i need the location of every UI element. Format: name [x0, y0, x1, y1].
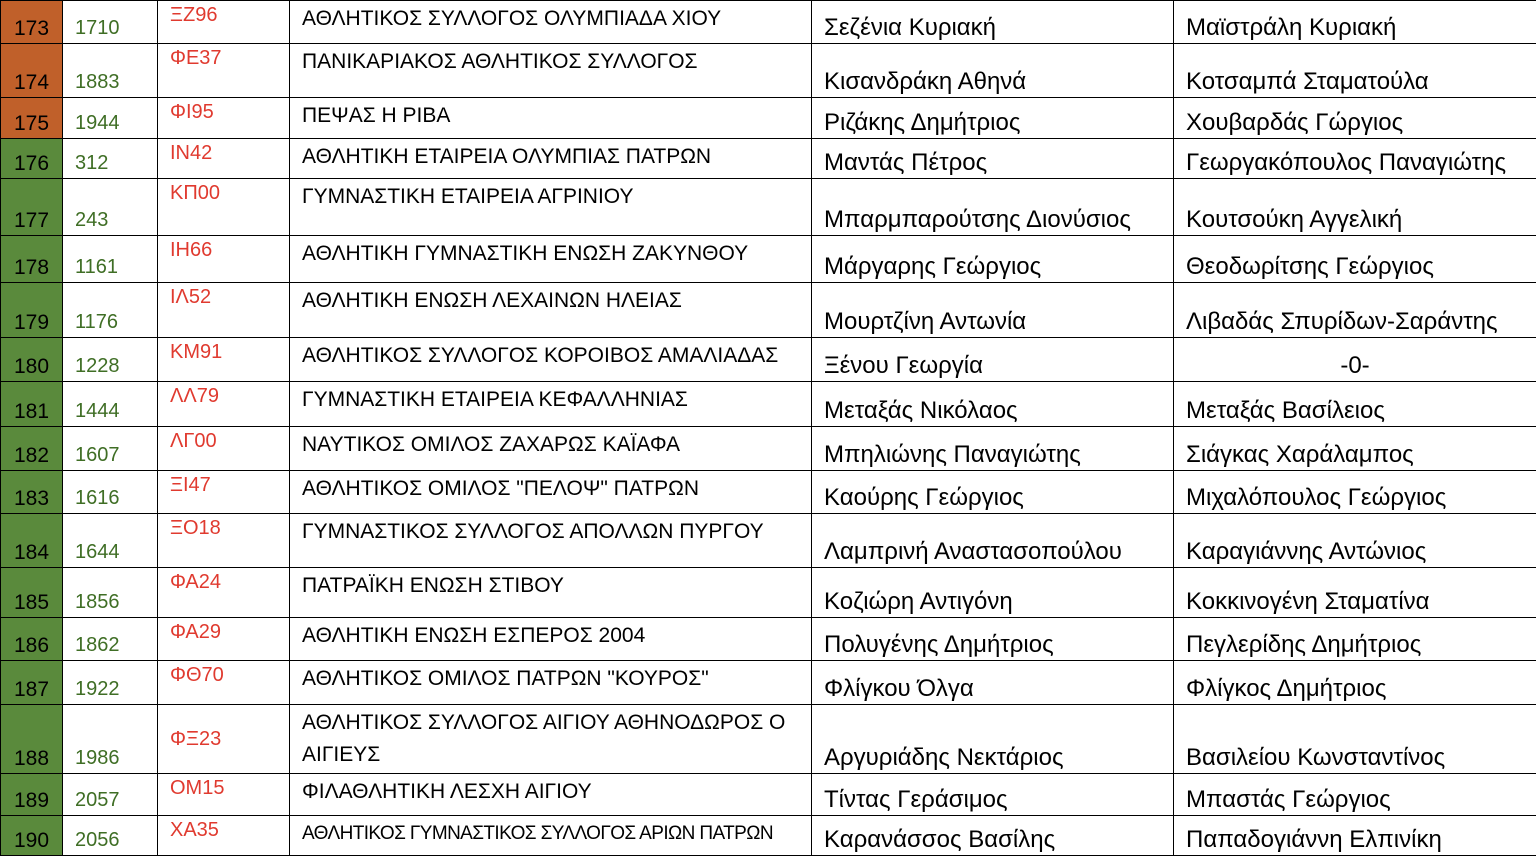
club-name: ΑΘΛΗΤΙΚΟΣ ΣΥΛΛΟΓΟΣ ΑΙΓΙΟΥ ΑΘΗΝΟΔΩΡΟΣ Ο ΑΙΓΙΕΥΣ	[290, 705, 812, 774]
table-row	[1, 816, 1536, 856]
club-code: 1616	[63, 471, 158, 514]
registry-code: ΞΖ96	[158, 1, 290, 44]
club-code: 1444	[63, 382, 158, 427]
primary-person: Μπηλιώνης Παναγιώτης	[812, 427, 1174, 471]
club-code: 1922	[63, 661, 158, 705]
club-code: 1607	[63, 427, 158, 471]
table-row	[1, 44, 1536, 98]
row-number: 187	[1, 661, 63, 705]
table-row	[1, 139, 1536, 179]
club-name: ΠΑΤΡΑΪΚΗ ΕΝΩΣΗ ΣΤΙΒΟΥ	[290, 568, 812, 618]
registry-code: ΙΗ66	[158, 236, 290, 283]
registry-code: ΦΑ24	[158, 568, 290, 618]
registry-code: ΧΑ35	[158, 816, 290, 856]
club-code: 1883	[63, 44, 158, 98]
secondary-person: Μεταξάς Βασίλειος	[1174, 382, 1536, 427]
club-code: 1176	[63, 283, 158, 338]
registry-code: ΦΙ95	[158, 98, 290, 139]
table-row	[1, 1, 1536, 44]
primary-person: Φλίγκου Όλγα	[812, 661, 1174, 705]
primary-person: Μεταξάς Νικόλαος	[812, 382, 1174, 427]
row-number: 173	[1, 1, 63, 44]
registry-code: ΟΜ15	[158, 774, 290, 816]
row-number: 177	[1, 179, 63, 236]
primary-person: Μαντάς Πέτρος	[812, 139, 1174, 179]
club-name: ΓΥΜΝΑΣΤΙΚΗ ΕΤΑΙΡΕΙΑ ΚΕΦΑΛΛΗΝΙΑΣ	[290, 382, 812, 427]
table-row	[1, 98, 1536, 139]
club-name: ΠΕΨΑΣ Η ΡΙΒΑ	[290, 98, 812, 139]
row-number: 183	[1, 471, 63, 514]
table-row	[1, 471, 1536, 514]
row-number: 176	[1, 139, 63, 179]
primary-person: Ριζάκης Δημήτριος	[812, 98, 1174, 139]
registry-code: ΙΝ42	[158, 139, 290, 179]
club-code: 1944	[63, 98, 158, 139]
secondary-person: Φλίγκος Δημήτριος	[1174, 661, 1536, 705]
club-code: 1862	[63, 618, 158, 661]
row-number: 184	[1, 514, 63, 568]
primary-person: Πολυγένης Δημήτριος	[812, 618, 1174, 661]
registry-code: ΙΛ52	[158, 283, 290, 338]
table-row	[1, 382, 1536, 427]
secondary-person: Λιβαδάς Σπυρίδων-Σαράντης	[1174, 283, 1536, 338]
club-code: 243	[63, 179, 158, 236]
table-row	[1, 618, 1536, 661]
registry-code: ΛΓ00	[158, 427, 290, 471]
club-name: ΓΥΜΝΑΣΤΙΚΗ ΕΤΑΙΡΕΙΑ ΑΓΡΙΝΙΟΥ	[290, 179, 812, 236]
secondary-person: Πεγλερίδης Δημήτριος	[1174, 618, 1536, 661]
club-name: ΝΑΥΤΙΚΟΣ ΟΜΙΛΟΣ ΖΑΧΑΡΩΣ ΚΑΪΑΦΑ	[290, 427, 812, 471]
primary-person: Αργυριάδης Νεκτάριος	[812, 705, 1174, 774]
primary-person: Μάργαρης Γεώργιος	[812, 236, 1174, 283]
table-row	[1, 661, 1536, 705]
club-name: ΑΘΛΗΤΙΚΗ ΕΝΩΣΗ ΛΕΧΑΙΝΩΝ ΗΛΕΙΑΣ	[290, 283, 812, 338]
primary-person: Σεζένια Κυριακή	[812, 1, 1174, 44]
registry-code: ΦΘ70	[158, 661, 290, 705]
primary-person: Ξένου Γεωργία	[812, 338, 1174, 382]
club-code: 2057	[63, 774, 158, 816]
secondary-person: Καραγιάννης Αντώνιος	[1174, 514, 1536, 568]
registry-code: ΚΜ91	[158, 338, 290, 382]
primary-person: Λαμπρινή Αναστασοπούλου	[812, 514, 1174, 568]
primary-person: Κοζιώρη Αντιγόνη	[812, 568, 1174, 618]
table-row	[1, 283, 1536, 338]
table-row	[1, 427, 1536, 471]
registry-code: ΞΙ47	[158, 471, 290, 514]
secondary-person: Μπαστάς Γεώργιος	[1174, 774, 1536, 816]
secondary-person: Θεοδωρίτσης Γεώργιος	[1174, 236, 1536, 283]
row-number: 179	[1, 283, 63, 338]
secondary-person: Παπαδογιάννη Ελπινίκη	[1174, 816, 1536, 856]
primary-person: Κισανδράκη Αθηνά	[812, 44, 1174, 98]
secondary-person: Κοκκινογένη Σταματίνα	[1174, 568, 1536, 618]
row-number: 185	[1, 568, 63, 618]
club-code: 1710	[63, 1, 158, 44]
row-number: 182	[1, 427, 63, 471]
club-code: 1228	[63, 338, 158, 382]
secondary-person: Κοτσαμπά Σταματούλα	[1174, 44, 1536, 98]
table-row	[1, 568, 1536, 618]
secondary-person: -0-	[1174, 338, 1536, 382]
secondary-person: Γεωργακόπουλος Παναγιώτης	[1174, 139, 1536, 179]
table-row	[1, 338, 1536, 382]
club-code: 1986	[63, 705, 158, 774]
primary-person: Καρανάσσος Βασίλης	[812, 816, 1174, 856]
secondary-person: Κουτσούκη Αγγελική	[1174, 179, 1536, 236]
club-name: ΑΘΛΗΤΙΚΟΣ ΟΜΙΛΟΣ "ΠΕΛΟΨ" ΠΑΤΡΩΝ	[290, 471, 812, 514]
row-number: 189	[1, 774, 63, 816]
row-number: 180	[1, 338, 63, 382]
club-name: ΑΘΛΗΤΙΚΗ ΕΝΩΣΗ ΕΣΠΕΡΟΣ 2004	[290, 618, 812, 661]
secondary-person: Χουβαρδάς Γώργιος	[1174, 98, 1536, 139]
table-row	[1, 179, 1536, 236]
row-number: 181	[1, 382, 63, 427]
table-row	[1, 705, 1536, 774]
registry-code: ΛΛ79	[158, 382, 290, 427]
club-code: 312	[63, 139, 158, 179]
registry-code: ΚΠ00	[158, 179, 290, 236]
table-row	[1, 236, 1536, 283]
club-code: 1644	[63, 514, 158, 568]
row-number: 190	[1, 816, 63, 856]
club-name: ΓΥΜΝΑΣΤΙΚΟΣ ΣΥΛΛΟΓΟΣ ΑΠΟΛΛΩΝ ΠΥΡΓΟΥ	[290, 514, 812, 568]
row-number: 178	[1, 236, 63, 283]
primary-person: Τίντας Γεράσιμος	[812, 774, 1174, 816]
registry-code: ΦΞ23	[158, 705, 290, 774]
row-number: 186	[1, 618, 63, 661]
secondary-person: Σιάγκας Χαράλαμπος	[1174, 427, 1536, 471]
registry-code: ΦΕ37	[158, 44, 290, 98]
secondary-person: Μιχαλόπουλος Γεώργιος	[1174, 471, 1536, 514]
primary-person: Καούρης Γεώργιος	[812, 471, 1174, 514]
club-name: ΠΑΝΙΚΑΡΙΑΚΟΣ ΑΘΛΗΤΙΚΟΣ ΣΥΛΛΟΓΟΣ	[290, 44, 812, 98]
club-code: 1161	[63, 236, 158, 283]
row-number: 174	[1, 44, 63, 98]
club-code: 1856	[63, 568, 158, 618]
club-name: ΑΘΛΗΤΙΚΟΣ ΟΜΙΛΟΣ ΠΑΤΡΩΝ "ΚΟΥΡΟΣ"	[290, 661, 812, 705]
secondary-person: Μαϊστράλη Κυριακή	[1174, 1, 1536, 44]
registry-code: ΞΟ18	[158, 514, 290, 568]
registry-code: ΦΑ29	[158, 618, 290, 661]
club-name: ΑΘΛΗΤΙΚΟΣ ΓΥΜΝΑΣΤΙΚΟΣ ΣΥΛΛΟΓΟΣ ΑΡΙΩΝ ΠΑΤΡΩΝ	[290, 816, 812, 856]
club-name: ΦΙΛΑΘΛΗΤΙΚΗ ΛΕΣΧΗ ΑΙΓΙΟΥ	[290, 774, 812, 816]
row-number: 188	[1, 705, 63, 774]
club-name: ΑΘΛΗΤΙΚΗ ΕΤΑΙΡΕΙΑ ΟΛΥΜΠΙΑΣ ΠΑΤΡΩΝ	[290, 139, 812, 179]
primary-person: Μπαρμπαρούτσης Διονύσιος	[812, 179, 1174, 236]
primary-person: Μουρτζίνη Αντωνία	[812, 283, 1174, 338]
secondary-person: Βασιλείου Κωνσταντίνος	[1174, 705, 1536, 774]
club-name: ΑΘΛΗΤΙΚΟΣ ΣΥΛΛΟΓΟΣ ΟΛΥΜΠΙΑΔΑ ΧΙΟΥ	[290, 1, 812, 44]
table-row	[1, 514, 1536, 568]
table-row	[1, 774, 1536, 816]
club-name: ΑΘΛΗΤΙΚΗ ΓΥΜΝΑΣΤΙΚΗ ΕΝΩΣΗ ΖΑΚΥΝΘΟΥ	[290, 236, 812, 283]
club-name: ΑΘΛΗΤΙΚΟΣ ΣΥΛΛΟΓΟΣ ΚΟΡΟΙΒΟΣ ΑΜΑΛΙΑΔΑΣ	[290, 338, 812, 382]
club-code: 2056	[63, 816, 158, 856]
row-number: 175	[1, 98, 63, 139]
